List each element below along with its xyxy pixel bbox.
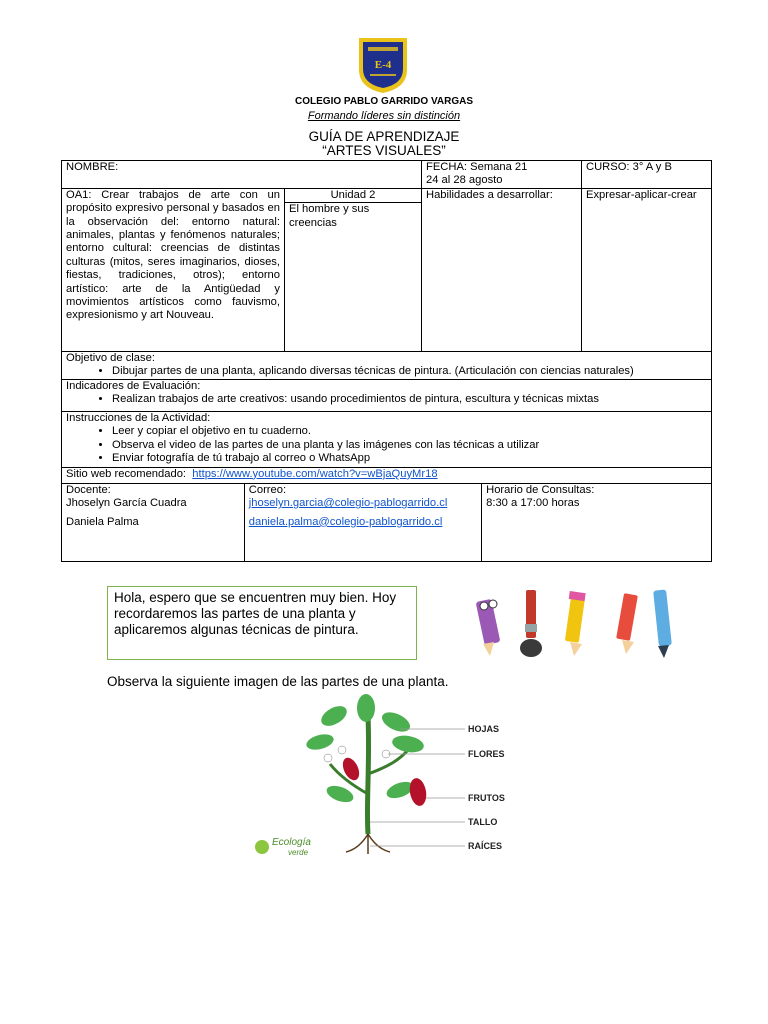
sitio-label: Sitio web recomendado: bbox=[66, 467, 187, 480]
horario-value: 8:30 a 17:00 horas bbox=[486, 497, 580, 510]
indicadores-item: • Realizan trabajos de arte creativos: usando procedimientos de pintura, escultura y técnicas mixtas bbox=[112, 393, 707, 406]
subject-title: “ARTES VISUALES” bbox=[322, 143, 446, 158]
logo-text: E-4 bbox=[374, 59, 392, 71]
table-row bbox=[62, 483, 712, 561]
email-link[interactable]: jhoselyn.garcia@colegio-pablogarrido.cl bbox=[248, 497, 448, 510]
guide-title-line: GUÍA DE APRENDIZAJE bbox=[308, 129, 460, 144]
table-row bbox=[62, 411, 712, 467]
horario-cell bbox=[482, 484, 711, 561]
label-frutos: FRUTOS bbox=[468, 793, 505, 803]
fecha-cell bbox=[422, 161, 582, 189]
observe-instruction: Observa la siguiente imagen de las partes de una planta. bbox=[107, 674, 449, 689]
nombre-cell: NOMBRE: bbox=[62, 161, 422, 189]
label-flores: FLORES bbox=[468, 749, 505, 759]
unit-name: El hombre y sus creencias bbox=[289, 203, 370, 229]
table-row bbox=[62, 161, 712, 189]
fecha-range: 24 al 28 agosto bbox=[426, 174, 503, 187]
correo-cell bbox=[244, 484, 481, 561]
school-motto: Formando líderes sin distinción bbox=[307, 110, 461, 122]
video-link[interactable]: https://www.youtube.com/watch?v=wBjaQuyMr18 bbox=[192, 467, 438, 480]
indicadores-label: Indicadores de Evaluación: bbox=[66, 379, 201, 392]
ecologia-verde-logo bbox=[255, 837, 311, 857]
horario-label: Horario de Consultas: bbox=[486, 483, 595, 496]
unit-cell bbox=[285, 188, 422, 351]
school-name: COLEGIO PABLO GARRIDO VARGAS bbox=[295, 96, 473, 107]
paintbrush-icon bbox=[520, 590, 542, 657]
red-pencil-icon bbox=[616, 593, 638, 654]
table-row bbox=[62, 379, 712, 411]
table-row bbox=[62, 467, 712, 483]
indicadores-cell bbox=[62, 379, 712, 411]
contact-cell bbox=[62, 483, 712, 561]
instruction-item: • Leer y copiar el objetivo en tu cuaderno. bbox=[112, 425, 707, 438]
guide-title bbox=[0, 130, 768, 158]
label-tallo: TALLO bbox=[468, 817, 498, 827]
brand-text-2: verde bbox=[288, 848, 309, 857]
greeting-box: Hola, espero que se encuentren muy bien. Hoy recordaremos las partes de una planta y aplicaremos algunas técnicas de pintura. bbox=[107, 586, 417, 660]
school-logo bbox=[357, 36, 409, 94]
docente-name: Jhoselyn García Cuadra bbox=[66, 497, 187, 510]
sitio-cell bbox=[62, 467, 712, 483]
oa-cell: OA1: Crear trabajos de arte con un propósito expresivo personal y basados en la observación del: entorno natural: animales, plantas y fenómenos naturales; entorno cultural: creencias de distintas culturas (mitos, seres imaginarios, dioses, fiestas, tradiciones, otros); entorno artístico: arte de la Antigüedad y movimientos artísticos como fauvismo, expresionismo y art Nouveau. bbox=[62, 188, 285, 351]
brand-text-1: Ecología bbox=[272, 837, 311, 848]
instruction-item: • Enviar fotografía de tú trabajo al correo o WhatsApp bbox=[112, 452, 707, 465]
docente-label: Docente: bbox=[66, 483, 111, 496]
objetivo-cell bbox=[62, 351, 712, 379]
table-row bbox=[62, 188, 712, 351]
docente-cell bbox=[62, 484, 244, 561]
docente-name: Daniela Palma bbox=[66, 515, 139, 528]
label-raices: RAÍCES bbox=[468, 841, 503, 851]
habilidades-value-cell: Expresar-aplicar-crear bbox=[582, 188, 712, 351]
correo-label: Correo: bbox=[248, 483, 287, 496]
curso-cell: CURSO: 3° A y B bbox=[582, 161, 712, 189]
blue-pen-icon bbox=[653, 589, 672, 658]
unit-label: Unidad 2 bbox=[285, 189, 421, 203]
yellow-pencil-icon bbox=[565, 591, 586, 656]
plant-illustration bbox=[305, 694, 429, 854]
instrucciones-cell bbox=[62, 411, 712, 467]
objetivo-item: • Dibujar partes de una planta, aplicando diversas técnicas de pintura. (Articulación con ciencias naturales) bbox=[112, 365, 707, 378]
pencil-characters-illustration bbox=[470, 584, 692, 664]
label-hojas: HOJAS bbox=[468, 724, 500, 734]
plant-parts-diagram bbox=[250, 694, 520, 864]
guide-info-table bbox=[61, 160, 712, 562]
objetivo-label: Objetivo de clase: bbox=[66, 351, 155, 364]
contact-table bbox=[62, 484, 711, 561]
fecha-label: FECHA: Semana 21 bbox=[426, 161, 528, 173]
table-row bbox=[62, 351, 712, 379]
purple-pencil-icon bbox=[476, 599, 501, 656]
habilidades-label-cell: Habilidades a desarrollar: bbox=[422, 188, 582, 351]
instruction-item: • Observa el video de las partes de una planta y las imágenes con las técnicas a utilizar bbox=[112, 439, 707, 452]
email-link[interactable]: daniela.palma@colegio-pablogarrido.cl bbox=[248, 515, 443, 528]
instrucciones-label: Instrucciones de la Actividad: bbox=[66, 411, 211, 424]
